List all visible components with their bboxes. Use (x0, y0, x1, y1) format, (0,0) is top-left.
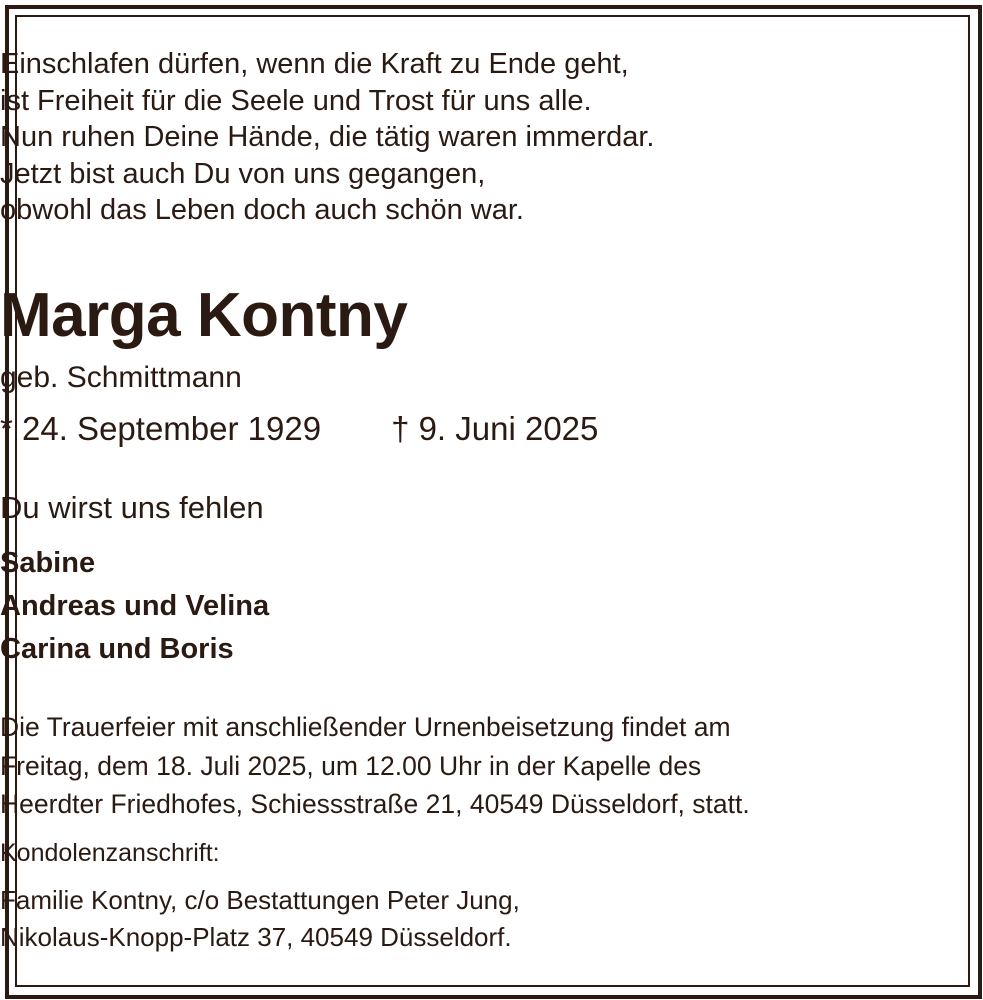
poem-line: Einschlafen dürfen, wenn die Kraft zu Ende geht, (0, 48, 629, 80)
address-line: Familie Kontny, c/o Bestattungen Peter Jung, (0, 885, 520, 915)
family-member: Sabine (0, 547, 96, 579)
maiden-name: geb. Schmittmann (0, 361, 242, 394)
poem-line: ist Freiheit für die Seele und Trost für uns alle. (0, 84, 592, 117)
poem-line: Nun ruhen Deine Hände, die tätig waren immerdar. (0, 121, 655, 153)
family-member: Carina und Boris (0, 633, 234, 665)
poem-line: obwohl das Leben doch auch schön war. (0, 194, 524, 226)
family-list (0, 542, 983, 671)
poem (0, 46, 983, 229)
service-line: Freitag, dem 18. Juli 2025, um 12.00 Uhr in der Kapelle des (0, 750, 702, 781)
address-line: Nikolaus-Knopp-Platz 37, 40549 Düsseldorf. (0, 922, 512, 952)
death-date: † 9. Juni 2025 (391, 410, 599, 447)
funeral-service-info (0, 708, 983, 824)
condolence-label: Kondolenzanschrift: (0, 839, 220, 867)
deceased-name: Marga Kontny (0, 281, 408, 350)
family-member: Andreas und Velina (0, 590, 270, 622)
service-line: Die Trauerfeier mit anschließender Urnenbeisetzung findet am (0, 712, 731, 742)
condolence-address (0, 882, 983, 956)
farewell-line: Du wirst uns fehlen (0, 490, 264, 525)
service-line: Heerdter Friedhofes, Schiessstraße 21, 40549 Düsseldorf, statt. (0, 789, 750, 819)
poem-line: Jetzt bist auch Du von uns gegangen, (0, 157, 486, 190)
birth-date: * 24. September 1929 (0, 410, 322, 447)
life-dates (0, 406, 983, 452)
